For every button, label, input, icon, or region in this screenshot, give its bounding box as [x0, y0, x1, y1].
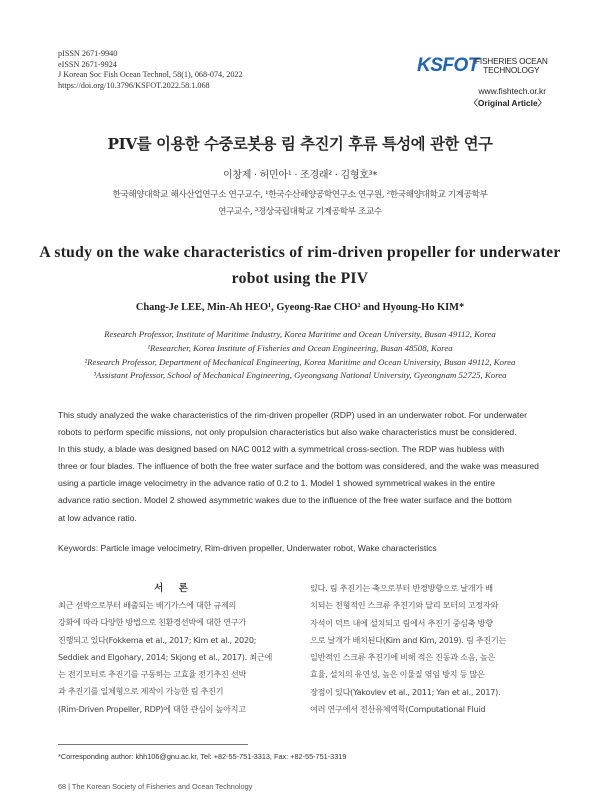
corresponding-author-footnote: *Corresponding author: khh106@gnu.ac.kr, Tel: +82-55-751-3313, Fax: +82-55-751-3319	[58, 752, 347, 761]
abstract-line: In this study, a blade was designed based on NAC 0012 with a symmetrical cross-section. The RDP was hubless with	[58, 444, 505, 455]
abstract-line: at low advance ratio.	[58, 512, 137, 523]
journal-website[interactable]: www.fishtech.or.kr	[478, 86, 546, 96]
korean-title: PIV를 이용한 수중로봇용 림 추진기 후류 특성에 관한 연구	[107, 135, 493, 153]
eissn: eISSN 2671-9924	[58, 59, 117, 69]
body-line: (Rim-Driven Propeller, RDP)에 대한 관심이 높아지고	[58, 703, 246, 714]
english-affiliation-line: ²Research Professor, Department of Mechanical Engineering, Korea Maritime and Ocean University, Busan 49112, Korea	[84, 356, 516, 367]
section-heading: 서 론	[154, 583, 194, 594]
body-text-right	[310, 580, 546, 718]
body-line: 강화에 따라 다양한 방법으로 친환경선박에 대한 연구가	[58, 617, 247, 628]
korean-affiliation-line: 한국해양대학교 해사산업연구소 연구교수, ¹한국수산해양공학연구소 연구원, ²한국해양대학교 기계공학부	[112, 190, 488, 200]
english-affiliation-line: ¹Researcher, Korea Institute of Fisheries and Ocean Engineering, Busan 48508, Korea	[147, 342, 453, 353]
abstract-line: using a particle image velocimetry in the advance ratio of 0.2 to 1. Model 1 showed symmetrical wakes in the entire	[58, 478, 496, 489]
abstract-line: This study analyzed the wake characteristics of the rim-driven propeller (RDP) used in an underwater robot. For underwater	[58, 410, 528, 420]
korean-affiliation-line: 연구교수, ³경상국립대학교 기계공학부 조교수	[218, 207, 382, 217]
doi-link[interactable]: https://doi.org/10.3796/KSFOT.2022.58.1.068	[58, 80, 210, 90]
body-line: 있다. 림 추진기는 축으로부터 반경방향으로 날개가 배	[310, 583, 493, 593]
body-line: 는 전기모터로 추진기를 구동하는 고효율 전기추진 선박	[58, 669, 247, 680]
body-column-left	[58, 580, 290, 718]
abstract-line: advance ratio section. Model 2 showed asymmetric wakes due to the influence of the free water surface and the bottom	[58, 495, 512, 506]
footnote-divider	[58, 744, 248, 745]
korean-authors: 이창제 · 허민아¹ · 조경래² · 김형호³*	[222, 170, 378, 181]
journal-logo	[417, 54, 547, 78]
english-affiliation-line: ³Assistant Professor, School of Mechanical Engineering, Gyeongsang National University, Gyeongnam 52725, Korea	[93, 370, 507, 381]
english-title	[0, 240, 600, 292]
body-line: Seddiek and Elgohary, 2014; Skjong et al., 2017). 최근에	[58, 651, 273, 662]
body-line: 일반적인 스크류 추진기에 비해 적은 진동과 소음, 높은	[310, 652, 496, 663]
english-affiliation-line: Research Professor, Institute of Maritime Industry, Korea Maritime and Ocean University, Busan 49112, Korea	[104, 329, 496, 339]
journal-citation: J Korean Soc Fish Ocean Technol, 58(1), 068-074, 2022	[58, 70, 243, 80]
logo-subtitle	[475, 57, 548, 75]
abstract-line: robots to perform specific missions, not only propulsion characteristics but also wake characteristics must be considered.	[58, 427, 517, 438]
body-line: 여러 연구에서 전산유체역학(Computational Fluid	[310, 704, 486, 715]
article-type: 〈Original Article〉	[469, 98, 546, 108]
logo-line2: TECHNOLOGY	[483, 65, 540, 75]
english-affiliations	[0, 328, 600, 383]
body-line: 치되는 전형적인 스크류 추진기와 달리 모터의 고정자와	[310, 600, 499, 611]
body-line: 자석이 덕트 내에 설치되고 림에서 추진기 중심축 방향	[310, 617, 493, 628]
english-authors: Chang-Je LEE, Min-Ah HEO¹, Gyeong-Rae CHO² and Hyoung-Ho KIM*	[135, 302, 465, 313]
journal-meta	[58, 49, 243, 91]
body-line: 과 추진기를 일체형으로 제작이 가능한 림 추진기	[58, 686, 224, 697]
page-footer: 68 | The Korean Society of Fisheries and Ocean Technology	[58, 782, 253, 791]
body-column-right	[310, 580, 546, 718]
abstract	[58, 407, 546, 527]
logo-brand: KSFOT	[417, 55, 479, 76]
english-title-line: robot using the PIV	[231, 270, 369, 287]
korean-affiliations	[0, 187, 600, 221]
abstract-line: three or four blades. The influence of both the free water surface and the bottom was considered, and the wake was measured	[58, 461, 539, 472]
pissn: pISSN 2671-9940	[58, 49, 118, 58]
body-line: 으로 날개가 배치된다(Kim and Kim, 2019). 림 추진기는	[310, 634, 507, 645]
keywords: Keywords: Particle image velocimetry, Rim-driven propeller, Underwater robot, Wake characteristics	[58, 543, 437, 553]
logo-line1: FISHERIES OCEAN	[475, 56, 548, 66]
body-line: 진행되고 있다(Fokkema et al., 2017; Kim et al., 2020;	[58, 634, 257, 645]
body-line: 최근 선박으로부터 배출되는 배기가스에 대한 규제의	[58, 600, 237, 610]
body-text-left	[58, 597, 290, 718]
body-line: 장점이 있다(Yakovlev et al., 2011; Yan et al., 2017).	[310, 686, 501, 697]
body-line: 효율, 설치의 유연성, 높은 이물질 엮임 방지 등 많은	[310, 669, 485, 680]
english-title-line: A study on the wake characteristics of rim-driven propeller for underwater	[39, 244, 561, 261]
